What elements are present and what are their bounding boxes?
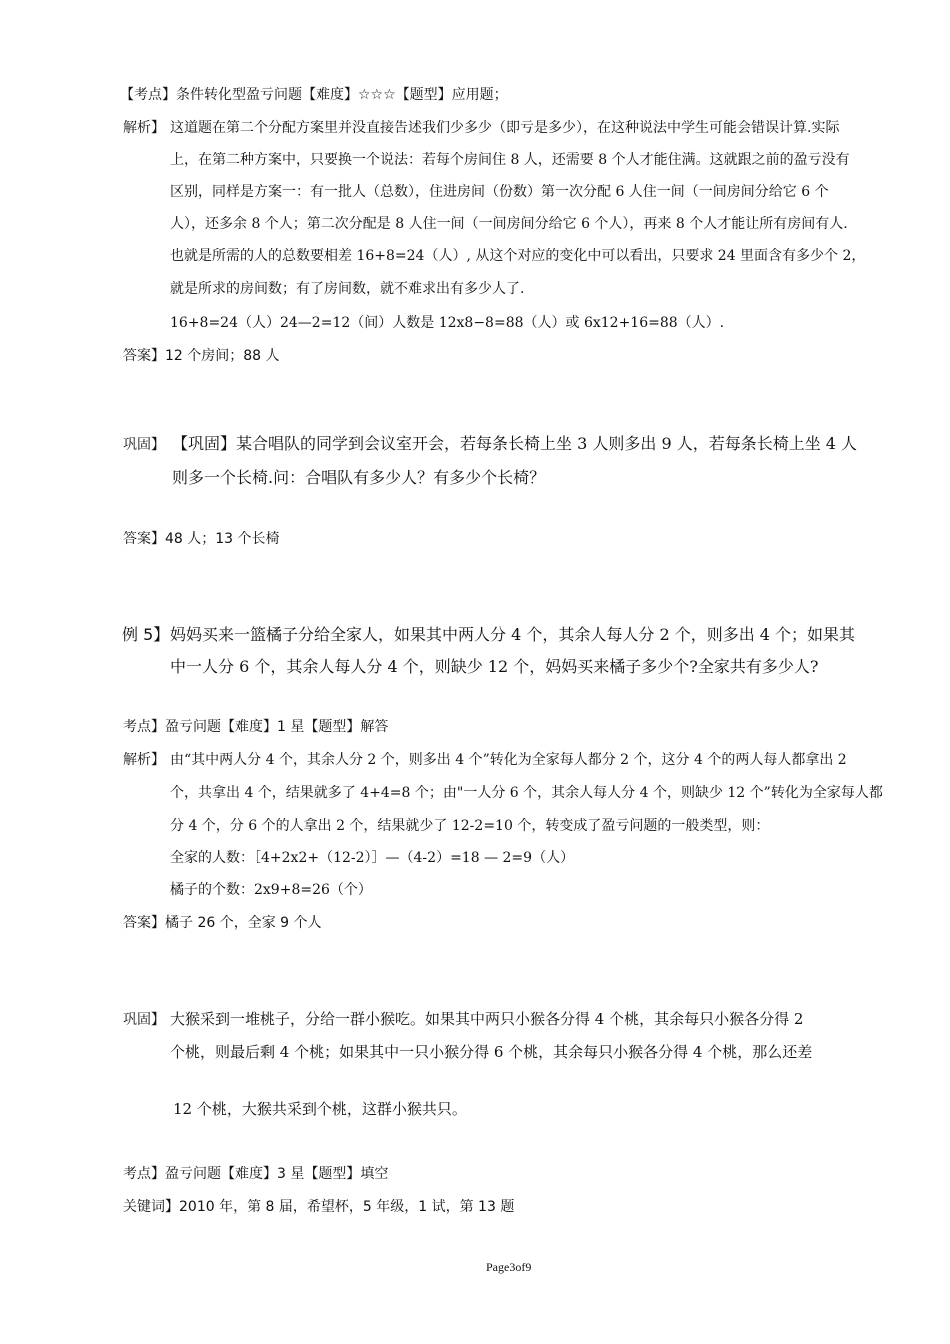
jiexi-line: 人），还多余 8 个人；第二次分配是 8 人住一间（一间房间分给它 6 个人），再来 8 个人才能让所有房间有人.	[170, 216, 848, 232]
jiexi-line: 就是所求的房间数；有了房间数，就不难求出有多少人了.	[170, 281, 525, 297]
gonggu-question-line: 则多一个长椅.问：合唱队有多少人？有多少个长椅？	[172, 468, 546, 487]
jiexi-line: 个，共拿出 4 个，结果就多了 4+4=8 个；由"一人分 6 个，其余人每人分 4 个，则缺少 12 个”转化为全家每人都	[170, 785, 883, 801]
jiexi-line: 16+8=24（人）24—2=12（间）人数是 12x8−8=88（人）或 6x12+16=88（人）.	[170, 315, 725, 331]
jiexi-line: 这道题在第二个分配方案里并没直接告述我们少多少（即亏是多少），在这种说法中学生可能会错误计算.实际	[170, 120, 840, 136]
gonggu-question-line: 个桃，则最后剩 4 个桃；如果其中一只小猴分得 6 个桃，其余每只小猴各分得 4 个桃，那么还差	[170, 1043, 813, 1061]
kaodian-line-3: 考点】盈亏问题【难度】3 星【题型】填空	[123, 1166, 389, 1182]
example-question-line: 妈妈买来一篮橘子分给全家人，如果其中两人分 4 个，其余人每人分 2 个，则多出 4 个；如果其	[170, 625, 856, 644]
gonggu-question-line: 大猴采到一堆桃子，分给一群小猴吃。如果其中两只小猴各分得 4 个桃，其余每只小猴各分得 2	[170, 1010, 804, 1028]
gonggu-question-line: 【巩固】某合唱队的同学到会议室开会，若每条长椅上坐 3 人则多出 9 人，若每条长椅上坐 4 人	[172, 434, 858, 453]
kaodian-line-2: 考点】盈亏问题【难度】1 星【题型】解答	[123, 719, 389, 735]
jiexi-label-2: 解析】	[123, 752, 165, 768]
jiexi-line: 橘子的个数：2x9+8=26（个）	[170, 882, 372, 898]
daan-line-3: 答案】橘子 26 个，全家 9 个人	[123, 915, 322, 931]
jiexi-line: 分 4 个，分 6 个的人拿出 2 个，结果就少了 12-2=10 个，转变成了盈亏问题的一般类型，则：	[170, 818, 770, 834]
kaodian-line-1: 【考点】条件转化型盈亏问题【难度】☆☆☆【题型】应用题；	[120, 87, 508, 103]
jiexi-line: 区别，同样是方案一：有一批人（总数），住进房间（份数）第一次分配 6 人住一间（一间房间分给它 6 个	[170, 184, 829, 200]
jiexi-line: 也就是所需的人的总数要相差 16+8=24（人）, 从这个对应的变化中可以看出，只要求 24 里面含有多少个 2，	[170, 248, 866, 264]
gonggu-label-2: 巩固】	[123, 1012, 165, 1028]
page-number: Page3of9	[486, 1260, 532, 1274]
keywords-line: 关键词】2010 年，第 8 届，希望杯，5 年级，1 试，第 13 题	[123, 1199, 515, 1215]
daan-line-2: 答案】48 人；13 个长椅	[123, 531, 280, 547]
gonggu-label-1: 巩固】	[123, 437, 165, 453]
jiexi-line: 由“其中两人分 4 个，其余人分 2 个，则多出 4 个”转化为全家每人都分 2 个，这分 4 个的两人每人都拿出 2	[170, 752, 847, 768]
example-question-line: 中一人分 6 个，其余人每人分 4 个，则缺少 12 个，妈妈买来橘子多少个?全家共有多少人?	[170, 657, 819, 676]
jiexi-line: 上，在第二种方案中，只要换一个说法：若每个房间住 8 人，还需要 8 个人才能住满。这就跟之前的盈亏没有	[170, 152, 850, 168]
example-label: 例 5】	[122, 625, 170, 644]
daan-line-1: 答案】12 个房间；88 人	[123, 348, 280, 364]
jiexi-line: 全家的人数：［4+2x2+（12-2）］—（4-2）=18 — 2=9（人）	[170, 850, 575, 866]
jiexi-label-1: 解析】	[123, 120, 165, 136]
gonggu-question-line: 12 个桃，大猴共采到个桃，这群小猴共只。	[173, 1100, 467, 1118]
